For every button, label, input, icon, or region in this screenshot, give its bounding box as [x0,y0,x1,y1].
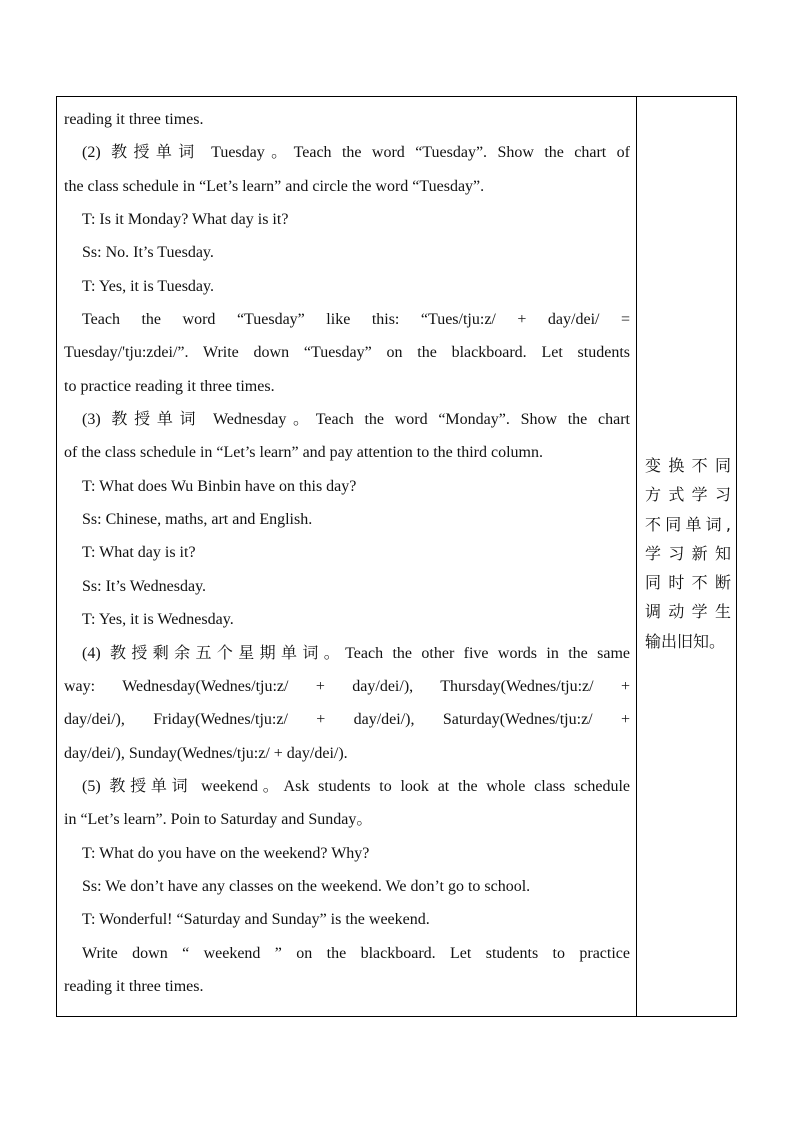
note-line: 学习新知 [645,543,731,563]
text-line: Teach the word “Tuesday” like this: “Tues/tju:z/ + day/dei/ = [82,311,630,329]
text-line: day/dei/), Sunday(Wednes/tju:z/ + day/dei/). [64,744,348,762]
text-line: T: What day is it? [82,544,196,562]
note-line: 不同单词, [645,514,731,534]
text-line: Write down “ weekend ” on the blackboard. Let students to practice [82,944,630,962]
text-line: (2) 教授单词 Tuesday。Teach the word “Tuesday”. Show the chart of [82,144,630,162]
column-divider [636,97,637,1016]
lesson-steps-cell [64,103,630,1003]
text-line: T: Wonderful! “Saturday and Sunday” is the weekend. [82,911,430,929]
text-line: of the class schedule in “Let’s learn” and pay attention to the third column. [64,444,543,462]
text-line: (5) 教授单词 weekend。Ask students to look at the whole class schedule [82,777,630,795]
note-line: 方式学习 [645,485,731,505]
text-line: Tuesday/'tju:zdei/”. Write down “Tuesday” on the blackboard. Let students [64,344,630,362]
text-line: reading it three times. [64,977,204,995]
text-line: (3) 教授单词 Wednesday。Teach the word “Monday”. Show the chart [82,411,630,429]
note-line: 调动学生 [645,602,731,622]
text-line: to practice reading it three times. [64,377,275,395]
text-line: way: Wednesday(Wednes/tju:z/ + day/dei/), Thursday(Wednes/tju:z/ + [64,677,630,695]
text-line: day/dei/), Friday(Wednes/tju:z/ + day/dei/), Saturday(Wednes/tju:z/ + [64,711,630,729]
note-line: 变换不同 [645,456,731,475]
text-line: the class schedule in “Let’s learn” and circle the word “Tuesday”. [64,177,485,195]
text-line: Ss: It’s Wednesday. [82,577,207,595]
text-line: reading it three times. [64,111,204,128]
text-line: (4) 教授剩余五个星期单词。Teach the other five words in the same [82,644,630,662]
text-line: Ss: Chinese, maths, art and English. [82,511,313,529]
note-line: 输出旧知。 [645,631,726,651]
lesson-table [56,96,737,1017]
design-intent-cell [645,451,731,656]
text-line: T: What does Wu Binbin have on this day? [82,477,357,495]
text-line: T: What do you have on the weekend? Why? [82,844,370,862]
note-line: 同时不断 [645,573,731,593]
text-line: T: Yes, it is Wednesday. [82,611,234,629]
text-line: T: Is it Monday? What day is it? [82,211,289,229]
text-line: in “Let’s learn”. Poin to Saturday and Sunday。 [64,811,373,829]
text-line: Ss: No. It’s Tuesday. [82,244,214,262]
text-line: Ss: We don’t have any classes on the weekend. We don’t go to school. [82,877,531,895]
text-line: T: Yes, it is Tuesday. [82,277,214,295]
